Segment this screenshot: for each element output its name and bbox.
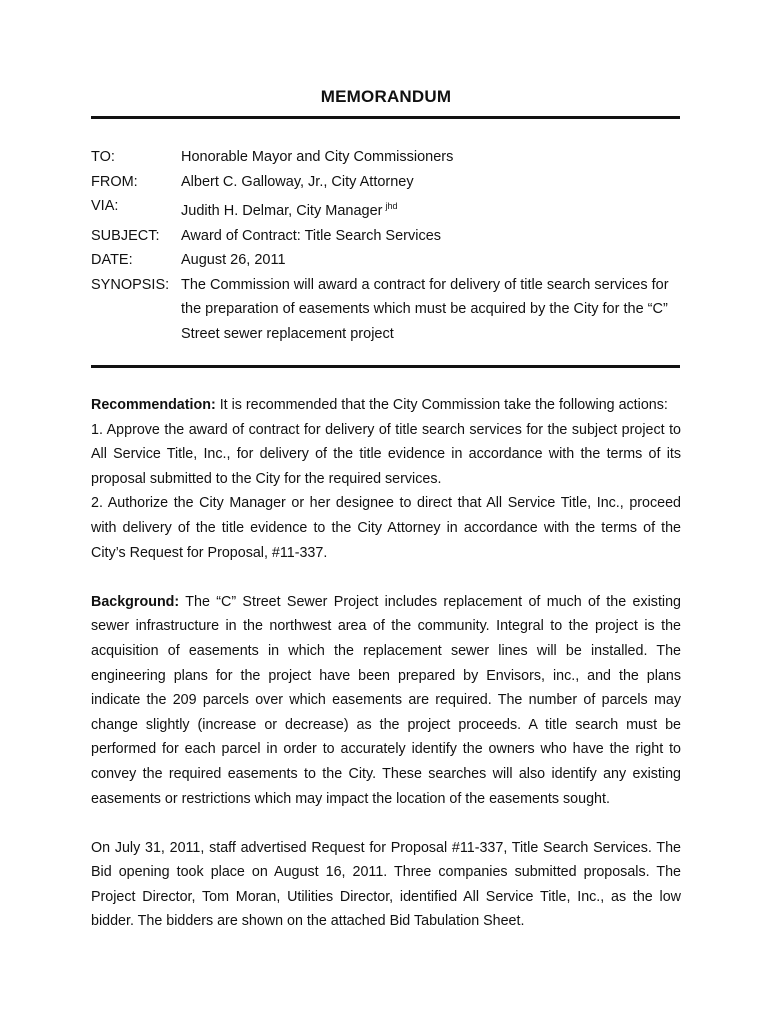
bottom-divider [91,365,680,368]
subject-label: SUBJECT: [91,227,160,244]
subject-row [91,224,681,249]
via-value-wrap [181,194,681,224]
subject-value: Award of Contract: Title Search Services [181,227,442,244]
recommendation-intro-text: It is recommended that the City Commission take the following actions: [215,397,668,413]
from-row [91,170,681,195]
via-label: VIA: [91,198,119,214]
synopsis-row [91,273,681,347]
background-heading: Background: [91,593,180,610]
via-value: Judith H. Delmar, City Manager [181,203,383,219]
paragraph-gap [91,565,681,590]
memo-title: MEMORANDUM [320,87,452,106]
paragraph-gap [91,811,681,836]
synopsis-label: SYNOPSIS: [91,276,170,293]
memo-body [91,393,681,934]
from-label: FROM: [91,173,138,190]
memo-header [91,145,681,346]
via-row [91,194,681,224]
recommendation-heading: Recommendation: [91,397,216,413]
to-row [91,145,681,170]
date-value: August 26, 2011 [181,252,286,268]
synopsis-value: The Commission will award a contract for delivery of title search services for the preparation of easements which must be acquired by the City for the “C” Street sewer replacement project [181,276,669,342]
via-initials: jhd [385,201,398,211]
to-label: TO: [91,149,115,165]
recommendation-item-1: 1. Approve the award of contract for delivery of title search services for the subject project to All Service Title, Inc., for delivery of the title evidence in accordance with the terms of its proposal submitted to the City for the required services. [91,421,681,487]
top-divider [91,116,680,119]
date-label: DATE: [91,252,133,268]
date-row [91,248,681,273]
from-value: Albert C. Galloway, Jr., City Attorney [181,173,414,190]
recommendation-intro [91,393,681,418]
to-value: Honorable Mayor and City Commissioners [181,149,454,165]
background-text: The “C” Street Sewer Project includes replacement of much of the existing sewer infrastructure in the northwest area of the community. Integral to the project is the acquisition of easements in which the replacement sewer lines will be installed. The engineering plans for the project have been prepared by Envisors, inc., and the plans indicate the 209 parcels over which easements are required. The number of parcels may change slightly (increase or decrease) as the project proceeds. A title search must be performed for each parcel in order to accurately identify the owners who have the right to convey the required easements to the City. These searches will also identify any existing easements or restrictions which may impact the location of the easements sought. [91,593,681,807]
recommendation-item-2: 2. Authorize the City Manager or her designee to direct that All Service Title, Inc., proceed with delivery of the title evidence to the City Attorney in accordance with the terms of the City’s Request for Proposal, #11-337. [91,495,681,561]
rfp-paragraph: On July 31, 2011, staff advertised Request for Proposal #11-337, Title Search Services. The Bid opening took place on August 16, 2011. Three companies submitted proposals. The Project Director, Tom Moran, Utilities Director, identified All Service Title, Inc., as the low bidder. The bidders are shown on the attached Bid Tabulation Sheet. [91,839,681,930]
background-paragraph [91,590,681,811]
